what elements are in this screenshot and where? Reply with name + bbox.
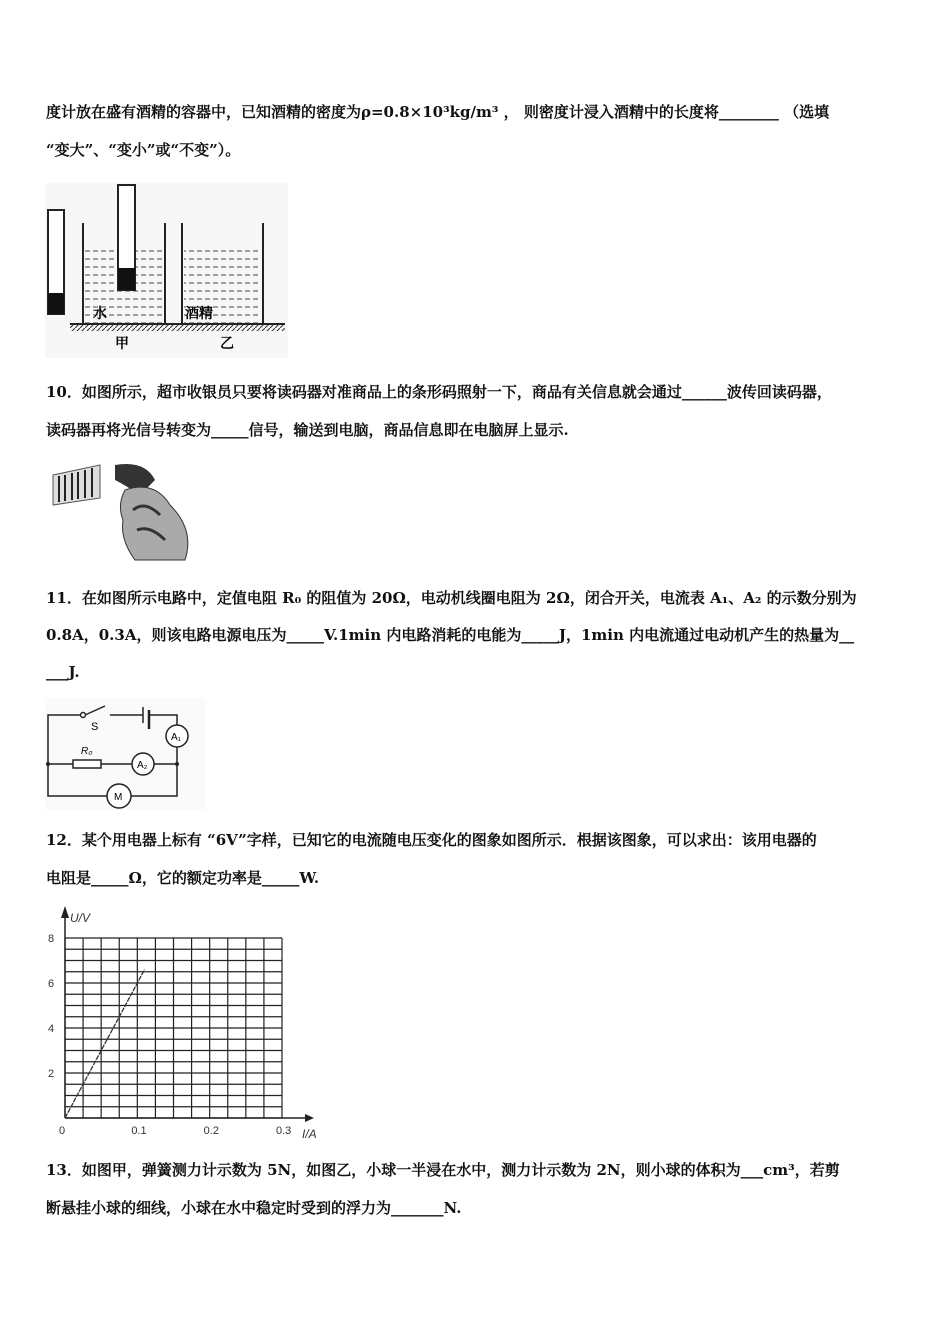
x-axis-label: I/A [302,1127,317,1141]
circuit-diagram [45,698,205,810]
resistor-label: R₀ [81,746,93,757]
q12-line-1: 12．某个用电器上标有 “6V”字样，已知它的电流随电压变化的图象如图所示．根据该图象，可以求出：该用电器的 [46,831,817,849]
yi-label: 乙 [220,335,234,351]
water-label: 水 [93,305,107,321]
q9-line-2: “变大”、“变小”或“不变”）。 [46,141,241,159]
jia-label: 甲 [115,335,129,351]
q11-line-1: 11．在如图所示电路中，定值电阻 R₀ 的阻值为 20Ω，电动机线圈电阻为 2Ω，闭合开关，电流表 A₁、A₂ 的示数分别为 [46,589,857,607]
x-axis-arrow-icon [305,1114,314,1122]
y-tick-label: 2 [48,1068,55,1080]
x-tick-label: 0.3 [276,1125,292,1137]
q13-line-1: 13．如图甲，弹簧测力计示数为 5N，如图乙，小球一半浸在水中，测力计示数为 2N，则小球的体积为___cm³，若剪 [46,1161,840,1179]
q11-line-3: ___J. [46,663,80,681]
q9-line-1: 度计放在盛有酒精的容器中，已知酒精的密度为ρ=0.8×10³kg/m³ ， 则密度计浸入酒精中的长度将________ （选填 [46,103,830,121]
q11-line-2: 0.8A，0.3A，则该电路电源电压为_____V.1min 内电路消耗的电能为_____J，1min 内电流通过电动机产生的热量为__ [46,626,855,644]
x-tick-label: 0.1 [131,1125,147,1137]
q10-line-1: 10．如图所示，超市收银员只要将读码器对准商品上的条形码照射一下，商品有关信息就会通过______波传回读码器， [46,383,832,401]
switch-label: S [91,721,99,733]
motor-label: M [114,792,123,803]
y-axis-label: U/V [70,911,91,925]
x-tick-label: 0.2 [203,1125,219,1137]
densitometer-figure [45,183,288,358]
u-i-chart [40,900,330,1150]
y-tick-label: 6 [48,978,55,990]
y-tick-label: 4 [48,1023,55,1035]
y-tick-label: 8 [48,933,55,945]
q12-line-2: 电阻是_____Ω，它的额定功率是_____W. [46,869,320,887]
barcode-icon [53,465,100,505]
ammeter1-label: A₁ [171,732,182,743]
alcohol-label: 酒精 [185,305,213,321]
x-tick-label: 0 [59,1125,66,1137]
hand-scanner-icon [115,464,188,560]
barcode-scanner-figure [45,460,200,564]
ammeter2-label: A₂ [137,760,148,771]
q10-line-2: 读码器再将光信号转变为_____信号，输送到电脑，商品信息即在电脑屏上显示. [46,421,569,439]
q13-line-2: 断悬挂小球的细线，小球在水中稳定时受到的浮力为_______N. [46,1199,462,1217]
y-axis-arrow-icon [61,906,69,918]
